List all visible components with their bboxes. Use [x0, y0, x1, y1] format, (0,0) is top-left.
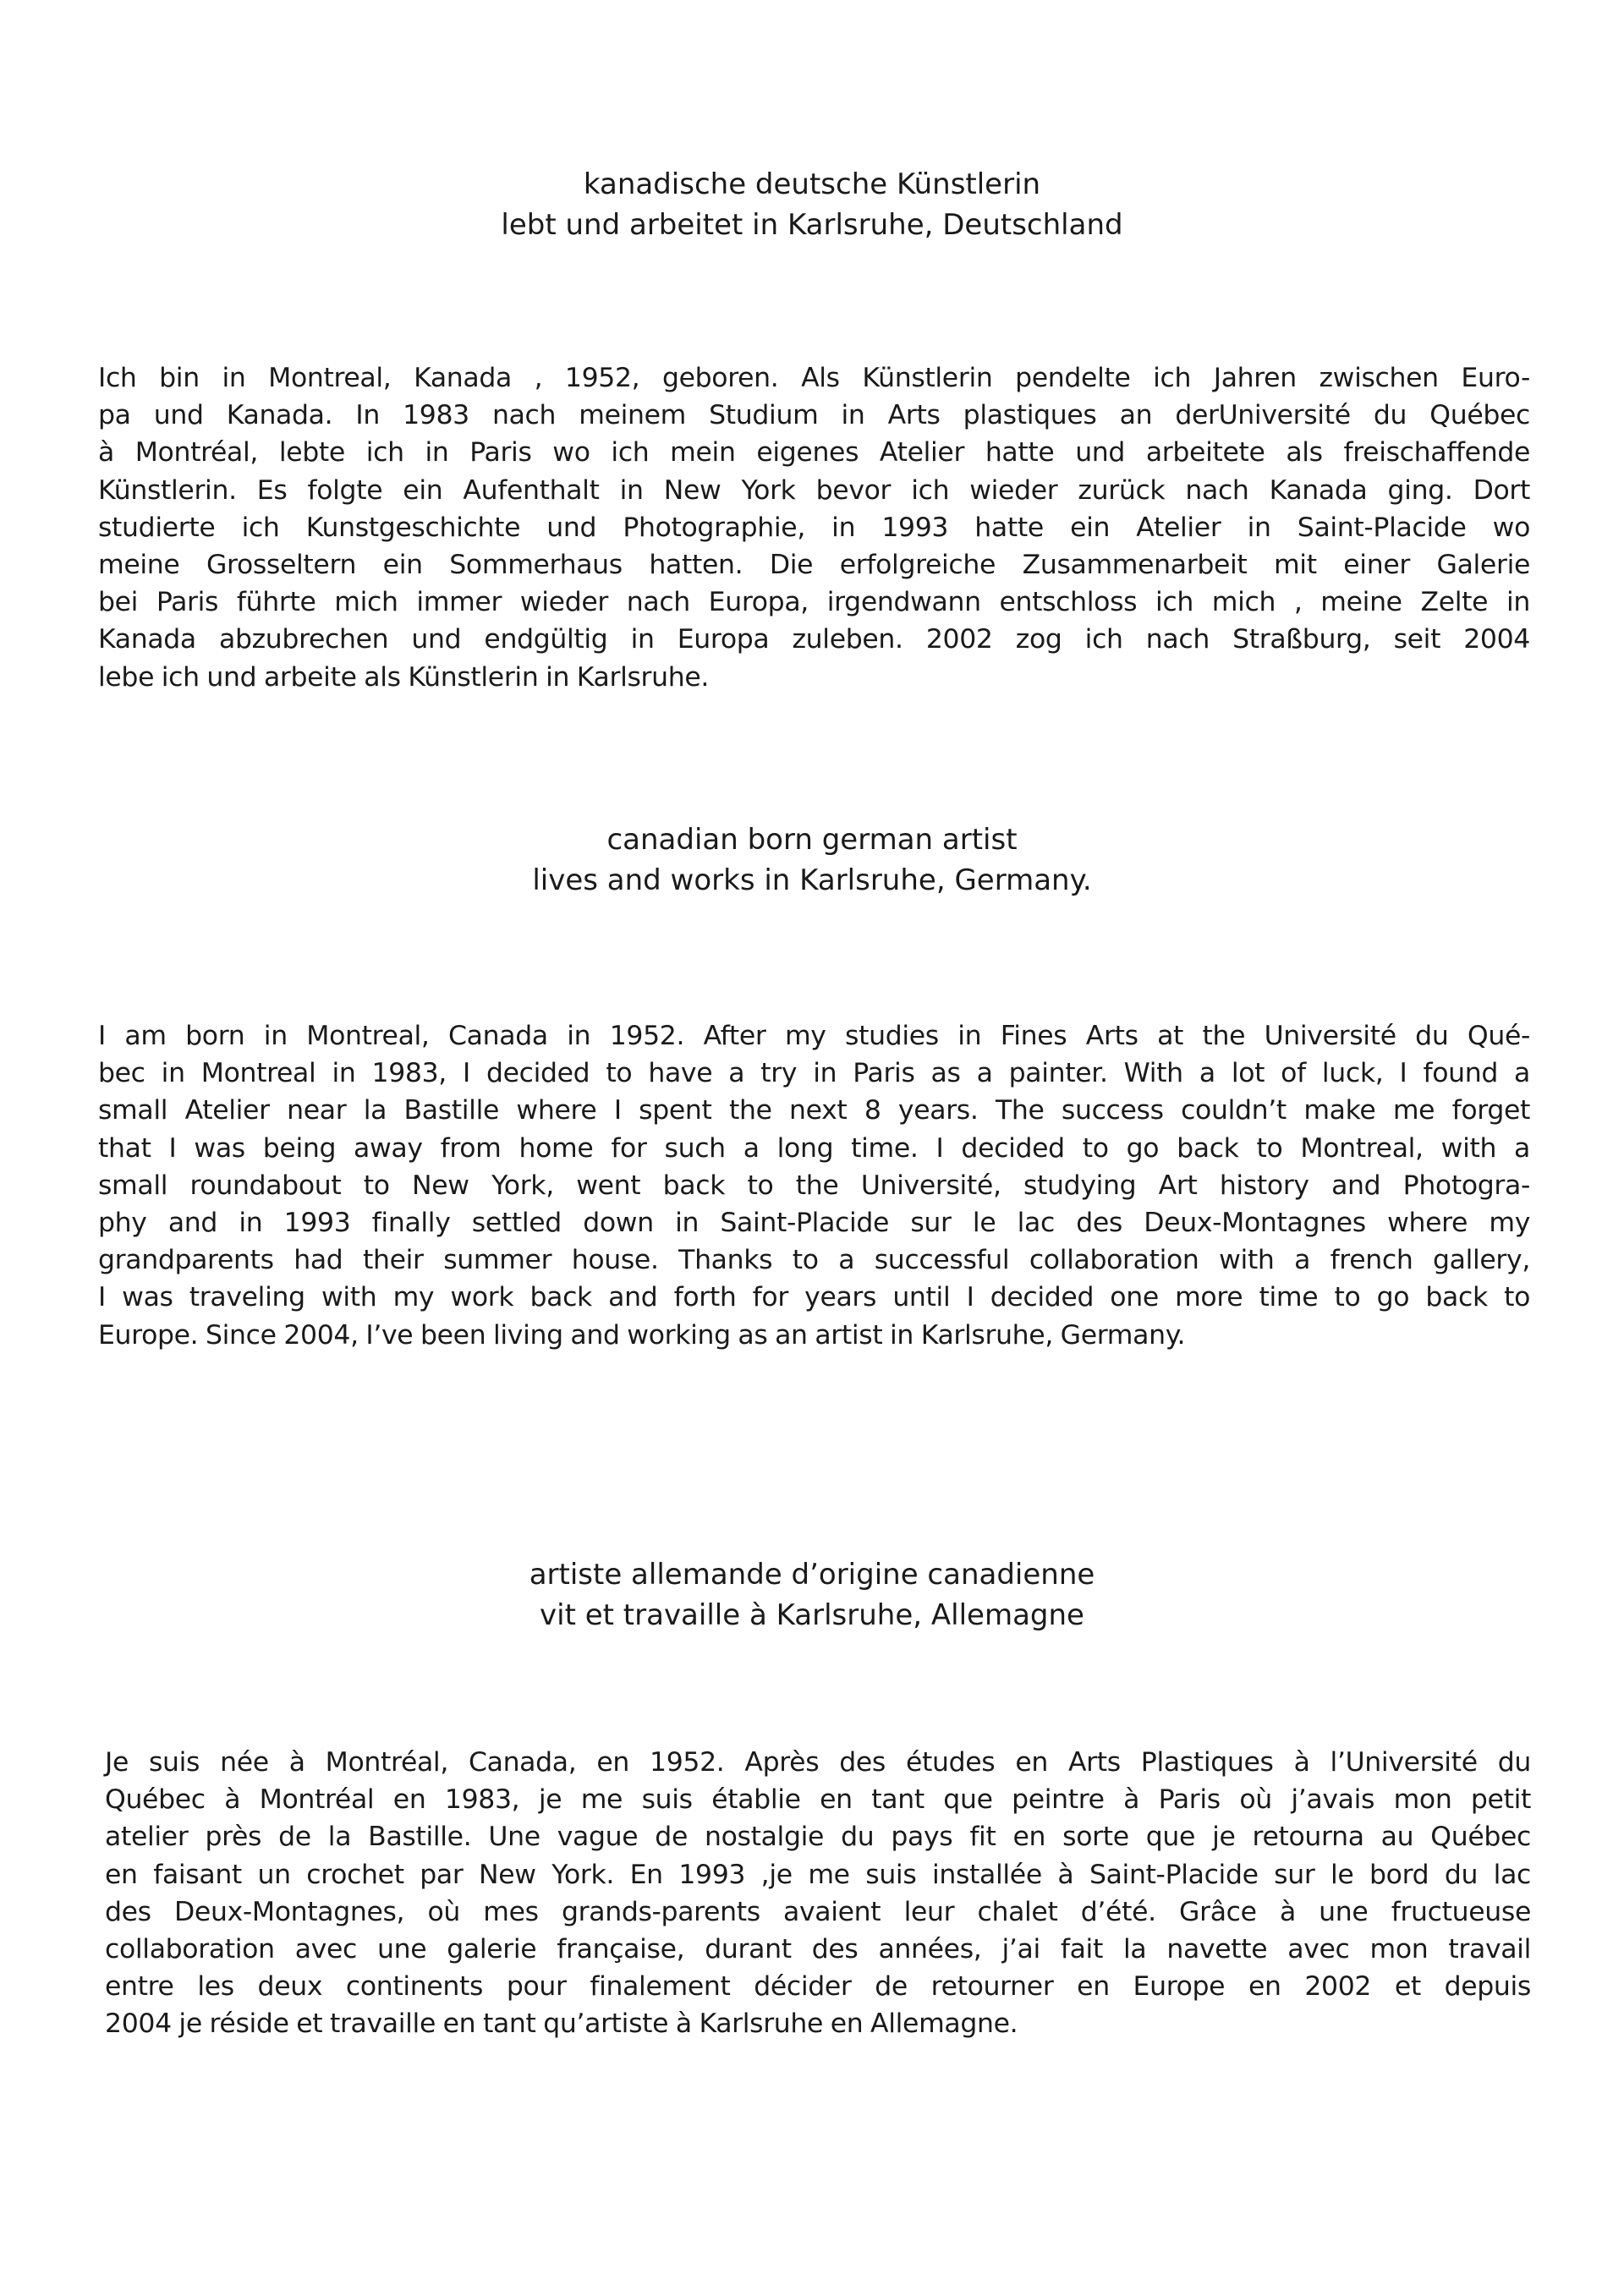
english-bio-line: small Atelier near la Bastille where I spent the next 8 years. The success couldn’t make me forget: [98, 1095, 1530, 1126]
french-subtitle-line-1: artiste allemande d’origine canadienne: [529, 1558, 1095, 1592]
english-bio-line: small roundabout to New York, went back to the Université, studying Art history and Photogra-: [98, 1170, 1530, 1201]
german-bio-line: pa und Kanada. In 1983 nach meinem Studium in Arts plastiques an derUniversité du Québec: [98, 400, 1530, 431]
english-bio-line: grandparents had their summer house. Thanks to a successful collaboration with a french gallery,: [98, 1245, 1530, 1276]
german-bio-line: lebe ich und arbeite als Künstlerin in Karlsruhe.: [98, 661, 710, 693]
french-subtitle: [0, 1554, 1624, 1636]
english-bio-line: bec in Montreal in 1983, I decided to have a try in Paris as a painter. With a lot of luck, I found a: [98, 1058, 1530, 1089]
french-bio-line: en faisant un crochet par New York. En 1993 ,je me suis installée à Saint-Placide sur le bord du lac: [105, 1859, 1531, 1890]
french-bio-line: Québec à Montréal en 1983, je me suis établie en tant que peintre à Paris où j’avais mon petit: [105, 1784, 1531, 1816]
german-subtitle-line-2: lebt und arbeitet in Karlsruhe, Deutschland: [501, 208, 1123, 242]
german-bio-line: Ich bin in Montreal, Kanada , 1952, geboren. Als Künstlerin pendelte ich Jahren zwischen Euro-: [98, 363, 1530, 393]
german-biography: [98, 359, 1530, 696]
french-bio-line: Je suis née à Montréal, Canada, en 1952. Après des études en Arts Plastiques à l’Université du: [105, 1747, 1531, 1778]
french-bio-line: 2004 je réside et travaille en tant qu’artiste à Karlsruhe en Allemagne.: [105, 2008, 1018, 2040]
french-bio-line: collaboration avec une galerie française, durant des années, j’ai fait la navette avec mon travail: [105, 1934, 1531, 1965]
german-subtitle: [0, 164, 1624, 245]
german-bio-line: bei Paris führte mich immer wieder nach Europa, irgendwann entschloss ich mich , meine Zelte in: [98, 587, 1530, 618]
english-subtitle-line-2: lives and works in Karlsruhe, Germany.: [532, 863, 1092, 897]
german-bio-line: Kanada abzubrechen und endgültig in Europa zuleben. 2002 zog ich nach Straßburg, seit 2004: [98, 624, 1530, 655]
french-bio-line: atelier près de la Bastille. Une vague de nostalgie du pays fit en sorte que je retourna au Québec: [105, 1822, 1531, 1853]
german-subtitle-line-1: kanadische deutsche Künstlerin: [583, 167, 1041, 201]
english-bio-line: I was traveling with my work back and forth for years until I decided one more time to go back to: [98, 1282, 1530, 1313]
german-bio-line: Künstlerin. Es folgte ein Aufenthalt in New York bevor ich wieder zurück nach Kanada ging. Dort: [98, 474, 1530, 506]
french-bio-line: entre les deux continents pour finalement décider de retourner en Europe en 2002 et depuis: [105, 1971, 1531, 2003]
german-bio-line: à Montréal, lebte ich in Paris wo ich mein eigenes Atelier hatte und arbeitete als freischaffende: [98, 437, 1530, 469]
german-bio-line: studierte ich Kunstgeschichte und Photographie, in 1993 hatte ein Atelier in Saint-Placide wo: [98, 512, 1530, 543]
german-bio-line: meine Grosseltern ein Sommerhaus hatten. Die erfolgreiche Zusammenarbeit mit einer Galerie: [98, 550, 1530, 581]
english-subtitle: [0, 819, 1624, 901]
french-bio-line: des Deux-Montagnes, où mes grands-parents avaient leur chalet d’été. Grâce à une fructueuse: [105, 1896, 1531, 1927]
english-bio-line: Europe. Since 2004, I’ve been living and working as an artist in Karlsruhe, Germany.: [98, 1319, 1186, 1351]
english-subtitle-line-1: canadian born german artist: [606, 823, 1018, 857]
english-bio-line: phy and in 1993 finally settled down in Saint-Placide sur le lac des Deux-Montagnes where my: [98, 1208, 1530, 1239]
english-biography: [98, 1017, 1530, 1354]
french-biography: [105, 1744, 1531, 2043]
french-subtitle-line-2: vit et travaille à Karlsruhe, Allemagne: [540, 1598, 1084, 1632]
english-bio-line: I am born in Montreal, Canada in 1952. After my studies in Fines Arts at the Université du Qué-: [98, 1021, 1530, 1051]
english-bio-line: that I was being away from home for such a long time. I decided to go back to Montreal, with a: [98, 1132, 1530, 1164]
